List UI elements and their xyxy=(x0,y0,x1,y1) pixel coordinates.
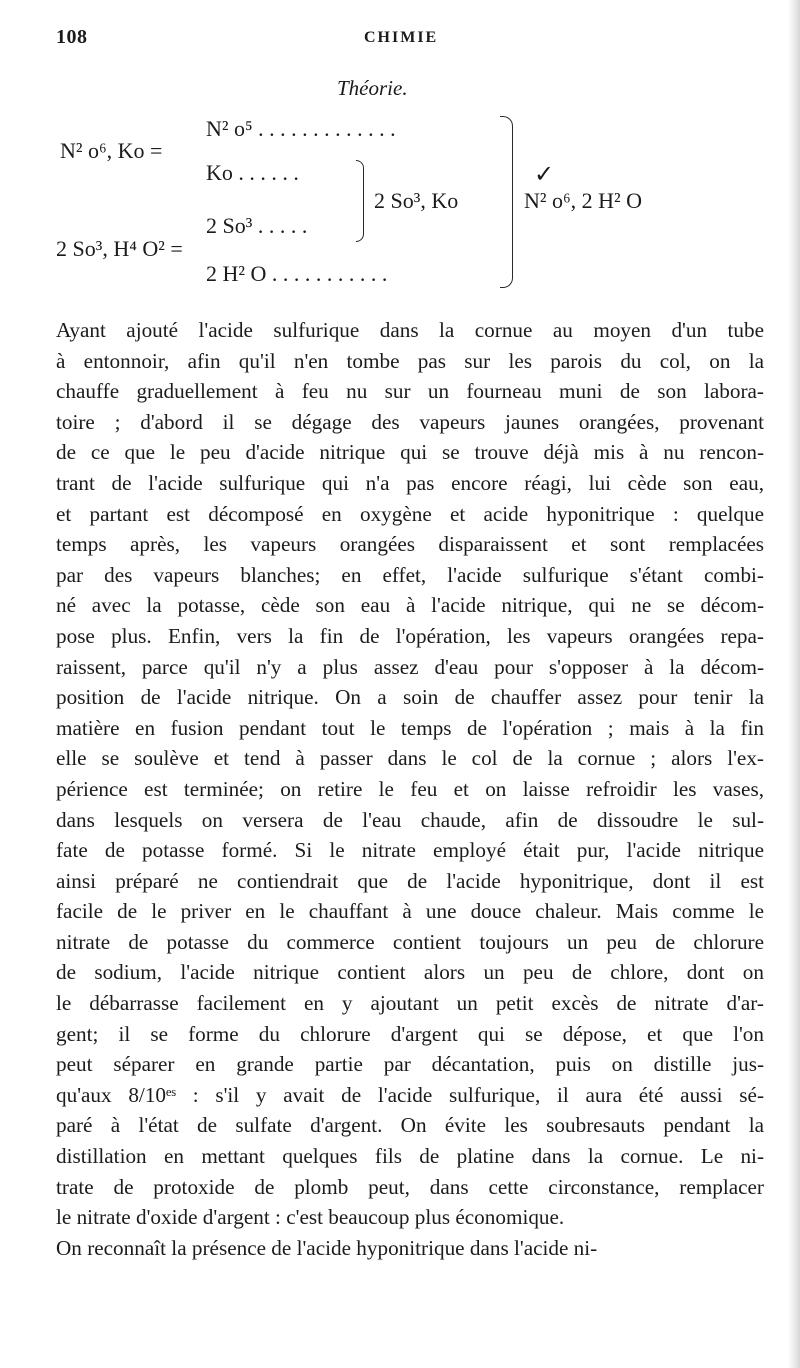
text-line: et partant est décomposé en oxygène et acide hyponitrique : quelque xyxy=(56,501,764,526)
text-line: qu'aux 8/10ᵉˢ : s'il y avait de l'acide sulfurique, il aura été aussi sé- xyxy=(56,1082,764,1107)
scheme-left-2: 2 So³, H⁴ O² = xyxy=(56,236,183,261)
text-line: fate de potasse formé. Si le nitrate employé était pur, l'acide nitrique xyxy=(56,838,764,863)
page-edge-shadow xyxy=(788,0,800,1368)
page-number: 108 xyxy=(56,26,88,48)
text-line: toire ; d'abord il se dégage des vapeurs jaunes orangées, provenant xyxy=(56,409,764,434)
text-line: temps après, les vapeurs orangées disparaissent et sont remplacées xyxy=(56,532,764,557)
text-line: peut séparer en grande partie par décantation, puis on distille jus- xyxy=(56,1052,764,1077)
scheme-item-ko: Ko . . . . . . xyxy=(206,160,299,185)
text-line: paré à l'état de sulfate d'argent. On évite les soubresauts pendant la xyxy=(56,1113,764,1138)
text-line: chauffe graduellement à feu nu sur un fourneau muni de son labora- xyxy=(56,379,764,404)
text-line: matière en fusion pendant tout le temps de l'opération ; mais à la fin xyxy=(56,715,764,740)
text-line: le nitrate d'oxide d'argent : c'est beaucoup plus économique. xyxy=(56,1205,565,1230)
check-mark-icon: ✓ xyxy=(534,162,555,188)
section-title: Théorie. xyxy=(337,76,408,100)
text-line: né avec la potasse, cède son eau à l'acide nitrique, qui ne se décom- xyxy=(56,593,764,618)
inner-brace xyxy=(356,160,364,242)
text-line: facile de le priver en le chauffant à une douce chaleur. Mais comme le xyxy=(56,899,764,924)
text-line: par des vapeurs blanches; en effet, l'acide sulfurique s'étant combi- xyxy=(56,562,764,587)
text-line: périence est terminée; on retire le feu et on laisse refroidir les vases, xyxy=(56,776,764,801)
text-line: à entonnoir, afin qu'il n'en tombe pas sur les parois du col, on la xyxy=(56,348,764,373)
text-line: raissent, parce qu'il n'y a plus assez d'eau pour s'opposer à la décom- xyxy=(56,654,764,679)
scheme-middle: 2 So³, Ko xyxy=(374,188,459,213)
text-line: dans lesquels on versera de l'eau chaude, afin de dissoudre le sul- xyxy=(56,807,764,832)
text-line: ainsi préparé ne contiendrait que de l'acide hyponitrique, dont il est xyxy=(56,868,764,893)
scheme-item-2h2o: 2 H² O . . . . . . . . . . . xyxy=(206,261,388,286)
scheme-item-no5: N² o⁵ . . . . . . . . . . . . . xyxy=(206,116,396,141)
scheme-left-1: N² o⁶, Ko = xyxy=(60,138,163,163)
text-line: de sodium, l'acide nitrique contient alors un peu de chlore, dont on xyxy=(56,960,764,985)
outer-brace xyxy=(500,116,513,288)
text-line: nitrate de potasse du commerce contient toujours un peu de chlorure xyxy=(56,929,764,954)
scheme-item-2so3: 2 So³ . . . . . xyxy=(206,213,308,238)
running-head: CHIMIE xyxy=(364,29,439,46)
body-paragraph xyxy=(56,315,764,1263)
text-line: distillation en mettant quelques fils de platine dans la cornue. Le ni- xyxy=(56,1144,764,1169)
text-line: de ce que le peu d'acide nitrique qui se trouve déjà mis à nu rencon- xyxy=(56,440,764,465)
text-line: position de l'acide nitrique. On a soin de chauffer assez pour tenir la xyxy=(56,685,764,710)
text-line: gent; il se forme du chlorure d'argent qui se dépose, et que l'on xyxy=(56,1021,764,1046)
text-line: trate de protoxide de plomb peut, dans cette circonstance, remplacer xyxy=(56,1174,764,1199)
scheme-result: N² o⁶, 2 H² O xyxy=(524,188,643,213)
text-line: le débarrasse facilement en y ajoutant un petit excès de nitrate d'ar- xyxy=(56,991,764,1016)
text-line: Ayant ajouté l'acide sulfurique dans la cornue au moyen d'un tube xyxy=(56,318,764,342)
text-line: trant de l'acide sulfurique qui n'a pas encore réagi, lui cède son eau, xyxy=(56,470,764,495)
text-line: elle se soulève et tend à passer dans le col de la cornue ; alors l'ex- xyxy=(56,746,764,771)
text-line: pose plus. Enfin, vers la fin de l'opération, les vapeurs orangées repa- xyxy=(56,623,764,648)
text-line: On reconnaît la présence de l'acide hyponitrique dans l'acide ni- xyxy=(56,1235,598,1260)
